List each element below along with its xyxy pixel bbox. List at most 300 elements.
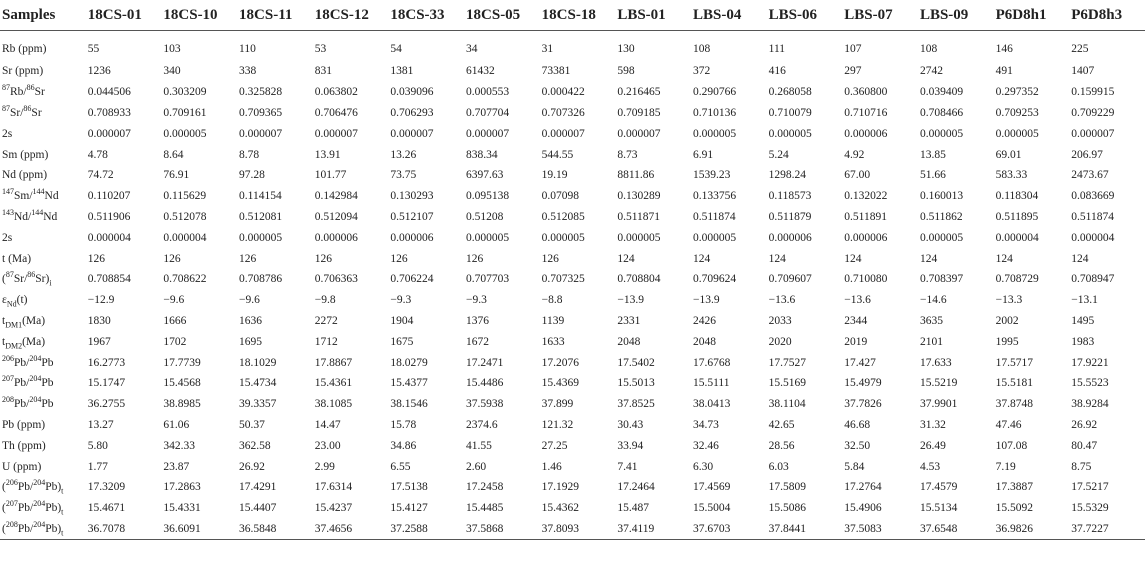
table-cell: 2374.6	[466, 418, 498, 431]
table-row	[0, 394, 1145, 415]
table-cell: 37.8525	[617, 398, 655, 411]
table-cell: 0.000004	[87, 231, 131, 244]
table-cell: 38.1085	[314, 398, 353, 411]
table-cell: 3635	[919, 314, 943, 327]
table-cell: 5.84	[844, 460, 865, 473]
sample-column-header: LBS-04	[691, 0, 767, 31]
table-cell: 8.73	[617, 148, 638, 161]
row-label-part: t	[61, 486, 64, 496]
table-cell: 1.77	[87, 460, 108, 473]
row-label	[0, 82, 86, 103]
table-cell: 8.64	[163, 148, 184, 161]
table-cell: 0.000006	[314, 231, 358, 244]
table-cell: 15.4362	[541, 502, 580, 515]
table-cell: 28.56	[768, 439, 795, 452]
sample-column-header: 18CS-11	[237, 0, 313, 31]
table-cell: 8.75	[1071, 460, 1092, 473]
table-row	[0, 311, 1145, 332]
row-label-part: 208	[5, 520, 18, 530]
table-cell: 53	[314, 43, 327, 55]
table-cell: 0.000007	[239, 127, 283, 140]
table-row	[0, 498, 1145, 519]
table-cell: 0.000005	[541, 231, 585, 244]
table-cell: 0.325828	[239, 86, 283, 99]
table-row	[0, 519, 1145, 540]
row-label-part: 207	[5, 499, 18, 509]
row-label-part: 144	[32, 187, 45, 197]
table-cell: 23.00	[314, 439, 341, 452]
sample-column-header: P6D8h1	[994, 0, 1070, 31]
table-cell: 38.9284	[1071, 398, 1109, 411]
table-cell: 342.33	[163, 439, 196, 452]
table-cell: −13.3	[995, 294, 1023, 307]
header-row	[0, 0, 1145, 31]
sample-column-header: 18CS-18	[540, 0, 616, 31]
row-label-part: Pb)	[45, 502, 62, 515]
table-cell: 37.4119	[615, 519, 691, 540]
row-label-part: 204	[29, 353, 42, 363]
table-cell: 362.58	[239, 439, 271, 452]
table-cell: 0.512094	[314, 210, 358, 223]
table-cell: 0.709185	[617, 106, 661, 119]
row-label-part: 204	[29, 374, 42, 384]
table-cell: 1672	[466, 335, 490, 348]
table-row	[0, 435, 1145, 456]
table-cell: 491	[995, 65, 1013, 78]
row-label-part: (	[2, 502, 6, 515]
row-label-part: Sr/	[13, 273, 28, 286]
table-cell: 54	[390, 43, 402, 55]
table-cell: 6.91	[692, 148, 714, 161]
table-cell: 225	[1071, 43, 1089, 55]
table-cell: 0.114154	[239, 190, 282, 203]
row-label-part: Pb/	[14, 356, 30, 369]
table-row	[0, 415, 1145, 436]
sample-column-header: LBS-01	[615, 0, 691, 31]
table-cell: 0.000005	[995, 127, 1039, 140]
row-label-part: 144	[31, 208, 44, 218]
table-cell: 1666	[163, 314, 187, 327]
table-cell: 0.000007	[541, 127, 585, 140]
table-cell: 0.710079	[768, 106, 812, 119]
row-label-part: Sm/	[14, 190, 33, 203]
row-label-part: 86	[23, 104, 32, 114]
table-cell: 1298.24	[768, 169, 807, 182]
table-cell: 107	[844, 43, 862, 55]
table-cell: 15.5523	[1071, 377, 1109, 390]
table-cell: 26.49	[919, 439, 946, 452]
table-cell: 36.2755	[87, 398, 126, 411]
table-cell: −8.8	[541, 294, 563, 307]
table-cell: 0.706363	[314, 273, 358, 286]
table-cell: 37.8093	[540, 519, 616, 540]
row-label-part: Rb/	[10, 86, 27, 99]
table-cell: 0.095138	[466, 190, 510, 203]
table-cell: −12.9	[87, 294, 115, 307]
table-row	[0, 31, 1145, 62]
sample-column-header: 18CS-33	[388, 0, 464, 31]
table-cell: 13.91	[314, 148, 341, 161]
row-label	[0, 186, 86, 207]
table-cell: 0.000005	[163, 127, 207, 140]
table-row	[0, 165, 1145, 186]
row-label	[0, 394, 86, 415]
table-cell: 4.78	[87, 148, 108, 161]
table-cell: 126	[314, 252, 332, 265]
table-row	[0, 456, 1145, 477]
table-cell: 26.92	[239, 460, 265, 473]
row-label-part: (	[2, 522, 6, 535]
table-cell: 0.706293	[390, 106, 434, 119]
row-label-part: Sr)	[35, 273, 50, 286]
table-cell: 17.5809	[768, 481, 807, 494]
table-cell: 0.708622	[163, 273, 207, 286]
table-cell: 0.000005	[692, 231, 737, 244]
table-cell: 15.4734	[239, 377, 277, 390]
table-cell: 0.707326	[541, 106, 585, 119]
table-cell: 15.4486	[466, 377, 504, 390]
table-cell: 4.53	[919, 460, 941, 473]
table-cell: 0.511862	[919, 210, 963, 223]
table-row	[0, 103, 1145, 124]
table-cell: 0.000005	[466, 231, 510, 244]
table-cell: 37.4656	[313, 519, 389, 540]
table-cell: 126	[163, 252, 181, 265]
table-cell: 0.709607	[768, 273, 812, 286]
table-row	[0, 207, 1145, 228]
table-cell: 15.4671	[87, 502, 126, 515]
table-cell: 0.512085	[541, 210, 585, 223]
row-label-part: 208	[2, 395, 14, 405]
table-cell: 124	[995, 252, 1013, 265]
row-label-part: 143	[2, 208, 14, 218]
row-label-part: Sr/	[10, 106, 24, 119]
row-label-part: t	[61, 528, 64, 538]
table-cell: 34	[466, 43, 478, 55]
row-label	[0, 103, 86, 124]
table-cell: 0.706224	[390, 273, 434, 286]
table-cell: 2002	[995, 314, 1019, 327]
table-cell: 0.039409	[919, 86, 964, 99]
table-cell: 37.5938	[466, 398, 504, 411]
table-row	[0, 248, 1145, 269]
table-cell: 18.1029	[239, 356, 277, 369]
sample-column-header: 18CS-05	[464, 0, 540, 31]
table-cell: 0.130293	[390, 190, 434, 203]
table-cell: 0.110207	[87, 190, 131, 203]
table-cell: 130	[617, 43, 635, 55]
row-label-part: (t)	[16, 294, 28, 307]
row-label-part: ε	[2, 294, 7, 307]
table-cell: 15.5134	[919, 502, 958, 515]
table-row	[0, 82, 1145, 103]
table-cell: 0.707325	[541, 273, 585, 286]
table-cell: 18.0279	[390, 356, 428, 369]
sample-column-header: LBS-07	[842, 0, 918, 31]
sample-column-header: 18CS-12	[313, 0, 389, 31]
table-cell: 37.8748	[995, 398, 1033, 411]
table-cell: 15.4407	[239, 502, 277, 515]
table-cell: 32.46	[692, 439, 719, 452]
table-cell: 34.86	[390, 439, 417, 452]
table-cell: −9.8	[314, 294, 336, 307]
table-cell: 73381	[541, 65, 571, 78]
table-row	[0, 144, 1145, 165]
table-cell: 1967	[87, 335, 111, 348]
table-cell: 0.118304	[995, 190, 1039, 203]
table-cell: 2331	[617, 314, 641, 327]
table-cell: 30.43	[617, 418, 644, 431]
row-label	[0, 311, 86, 332]
table-cell: 0.000007	[617, 127, 661, 140]
table-cell: 0.511906	[87, 210, 131, 223]
table-cell: 126	[239, 252, 257, 265]
table-cell: 15.4568	[163, 377, 201, 390]
sample-column-header: 18CS-10	[161, 0, 237, 31]
table-cell: 69.01	[995, 148, 1022, 161]
row-label-part: (	[2, 481, 6, 494]
row-label-part: DM1	[5, 320, 23, 330]
table-cell: 0.710136	[692, 106, 737, 119]
table-cell: 0.709253	[995, 106, 1039, 119]
table-cell: 0.000007	[390, 127, 434, 140]
table-cell: 0.511895	[995, 210, 1039, 223]
table-cell: 4.92	[844, 148, 865, 161]
table-cell: 2020	[768, 335, 792, 348]
table-cell: 17.4569	[692, 481, 731, 494]
table-cell: −9.6	[239, 294, 260, 307]
row-label	[0, 331, 86, 352]
table-cell: 76.91	[163, 169, 190, 182]
table-cell: 1139	[541, 314, 565, 327]
table-cell: 0.000422	[541, 86, 585, 99]
table-cell: 15.4979	[844, 377, 882, 390]
table-cell: 0.133756	[692, 190, 737, 203]
row-label-part: 87	[2, 83, 10, 93]
table-row	[0, 352, 1145, 373]
table-cell: 0.000006	[390, 231, 434, 244]
table-cell: 15.5169	[768, 377, 807, 390]
row-label-part: 86	[27, 270, 36, 280]
table-cell: 0.511874	[1071, 210, 1114, 223]
row-label	[0, 207, 86, 228]
table-cell: 31.32	[919, 418, 946, 431]
table-row	[0, 186, 1145, 207]
table-cell: 5.80	[87, 439, 108, 452]
table-cell: 17.5217	[1071, 481, 1109, 494]
table-cell: 831	[314, 65, 332, 78]
table-cell: 124	[919, 252, 938, 265]
table-cell: 15.4906	[844, 502, 882, 515]
table-cell: 1.46	[541, 460, 562, 473]
table-cell: 0.000007	[1071, 127, 1115, 140]
row-label	[0, 519, 86, 540]
row-label	[0, 477, 86, 498]
table-cell: 39.3357	[239, 398, 277, 411]
table-cell: 0.708729	[995, 273, 1039, 286]
table-cell: 15.4361	[314, 377, 353, 390]
table-cell: 1712	[314, 335, 338, 348]
row-label-part: 206	[5, 478, 18, 488]
samples-header: Samples	[0, 0, 86, 31]
table-cell: 6.03	[768, 460, 789, 473]
table-cell: 1236	[87, 65, 111, 78]
table-cell: 0.511871	[617, 210, 661, 223]
table-cell: 0.707703	[466, 273, 510, 286]
row-label-text: 2s	[2, 231, 13, 244]
table-cell: 38.1546	[390, 398, 428, 411]
table-cell: 0.160013	[919, 190, 964, 203]
table-cell: 0.708947	[1071, 273, 1115, 286]
row-label	[0, 31, 86, 62]
table-cell: 7.41	[617, 460, 638, 473]
table-cell: 1995	[995, 335, 1019, 348]
table-cell: 0.360800	[844, 86, 888, 99]
table-cell: 36.9826	[994, 519, 1070, 540]
table-cell: 124	[617, 252, 635, 265]
table-cell: −13.9	[692, 294, 720, 307]
table-cell: −13.9	[617, 294, 644, 307]
row-label-part: 87	[2, 104, 10, 114]
table-cell: 0.51208	[466, 210, 504, 223]
table-cell: 15.4237	[314, 502, 353, 515]
table-cell: 41.55	[466, 439, 492, 452]
table-cell: 0.039096	[390, 86, 434, 99]
row-label-part: 204	[33, 478, 46, 488]
table-cell: 124	[692, 252, 711, 265]
table-cell: 2473.67	[1071, 169, 1109, 182]
table-cell: 14.47	[314, 418, 341, 431]
table-cell: 37.7826	[844, 398, 882, 411]
table-cell: 5.24	[768, 148, 789, 161]
table-cell: 15.1747	[87, 377, 126, 390]
table-cell: 67.00	[844, 169, 871, 182]
table-cell: 0.142984	[314, 190, 358, 203]
table-cell: 6.30	[692, 460, 714, 473]
row-label	[0, 61, 86, 82]
table-cell: 13.27	[87, 418, 114, 431]
table-cell: 0.290766	[692, 86, 737, 99]
table-cell: 0.000007	[314, 127, 358, 140]
table-cell: 0.708933	[87, 106, 131, 119]
table-row	[0, 269, 1145, 290]
table-cell: 2.60	[466, 460, 487, 473]
table-cell: 37.8441	[767, 519, 843, 540]
table-cell: 38.1104	[768, 398, 806, 411]
row-label-part: 207	[2, 374, 14, 384]
table-cell: 15.487	[617, 502, 649, 515]
table-cell: 0.708786	[239, 273, 283, 286]
row-label-part: Sr	[31, 106, 42, 119]
table-cell: 15.5013	[617, 377, 655, 390]
table-cell: 0.708854	[87, 273, 131, 286]
table-cell: 1695	[239, 335, 263, 348]
table-cell: 0.000004	[163, 231, 207, 244]
table-cell: 37.2588	[388, 519, 464, 540]
table-cell: 0.115629	[163, 190, 207, 203]
row-label-part: 87	[5, 270, 14, 280]
table-cell: 0.159915	[1071, 86, 1115, 99]
table-cell: 37.5083	[842, 519, 918, 540]
sample-column-header: 18CS-01	[86, 0, 162, 31]
table-cell: 2742	[919, 65, 943, 78]
row-label	[0, 435, 86, 456]
table-cell: 37.5868	[464, 519, 540, 540]
table-cell: 1539.23	[692, 169, 731, 182]
table-cell: 2.99	[314, 460, 335, 473]
table-cell: 33.94	[617, 439, 644, 452]
table-cell: 17.9221	[1071, 356, 1109, 369]
row-label	[0, 352, 86, 373]
table-cell: 7.19	[995, 460, 1016, 473]
table-cell: 13.26	[390, 148, 417, 161]
table-cell: 15.4369	[541, 377, 580, 390]
table-cell: 36.7078	[86, 519, 162, 540]
table-cell: 297	[844, 65, 862, 78]
table-cell: 15.4485	[466, 502, 504, 515]
table-cell: 126	[466, 252, 484, 265]
table-cell: 598	[617, 65, 635, 78]
table-cell: 1830	[87, 314, 111, 327]
table-cell: 126	[541, 252, 559, 265]
table-cell: 0.710716	[844, 106, 888, 119]
row-label-part: DM2	[5, 341, 23, 351]
table-cell: 42.65	[768, 418, 795, 431]
table-cell: 17.4291	[239, 481, 277, 494]
row-label-text: t (Ma)	[2, 252, 32, 265]
table-cell: 124	[768, 252, 786, 265]
table-cell: 103	[163, 43, 181, 55]
table-cell: 17.2076	[541, 356, 580, 369]
table-cell: 47.46	[995, 418, 1022, 431]
table-cell: −9.3	[466, 294, 487, 307]
table-cell: 15.4127	[390, 502, 428, 515]
row-label-part: (Ma)	[22, 335, 46, 348]
table-cell: 19.19	[541, 169, 568, 182]
row-label-part: Sr	[34, 86, 45, 99]
table-cell: 0.707704	[466, 106, 510, 119]
row-label-part: Pb/	[17, 481, 34, 494]
table-cell: 372	[692, 65, 711, 78]
row-label	[0, 165, 86, 186]
table-cell: 16.2773	[87, 356, 126, 369]
table-cell: 17.3887	[995, 481, 1033, 494]
table-cell: 37.6548	[918, 519, 994, 540]
table-cell: 107.08	[995, 439, 1028, 452]
table-cell: 0.512107	[390, 210, 434, 223]
table-cell: 6397.63	[466, 169, 504, 182]
row-label	[0, 227, 86, 248]
table-cell: 17.6768	[692, 356, 731, 369]
row-label-part: Pb/	[14, 377, 30, 390]
table-cell: 97.28	[239, 169, 265, 182]
table-cell: 34.73	[692, 418, 719, 431]
row-label	[0, 456, 86, 477]
row-label-part: Pb)	[45, 522, 62, 535]
table-cell: 0.000005	[768, 127, 812, 140]
table-cell: 32.50	[844, 439, 871, 452]
table-cell: 0.512078	[163, 210, 207, 223]
table-cell: 73.75	[390, 169, 417, 182]
row-label-text: Nd (ppm)	[2, 169, 48, 182]
table-cell: 0.000005	[692, 127, 737, 140]
table-row	[0, 477, 1145, 498]
table-cell: 17.3209	[87, 481, 126, 494]
table-cell: 0.000007	[466, 127, 510, 140]
table-cell: 0.512081	[239, 210, 283, 223]
table-cell: 17.2764	[844, 481, 882, 494]
table-cell: 31	[541, 43, 554, 55]
